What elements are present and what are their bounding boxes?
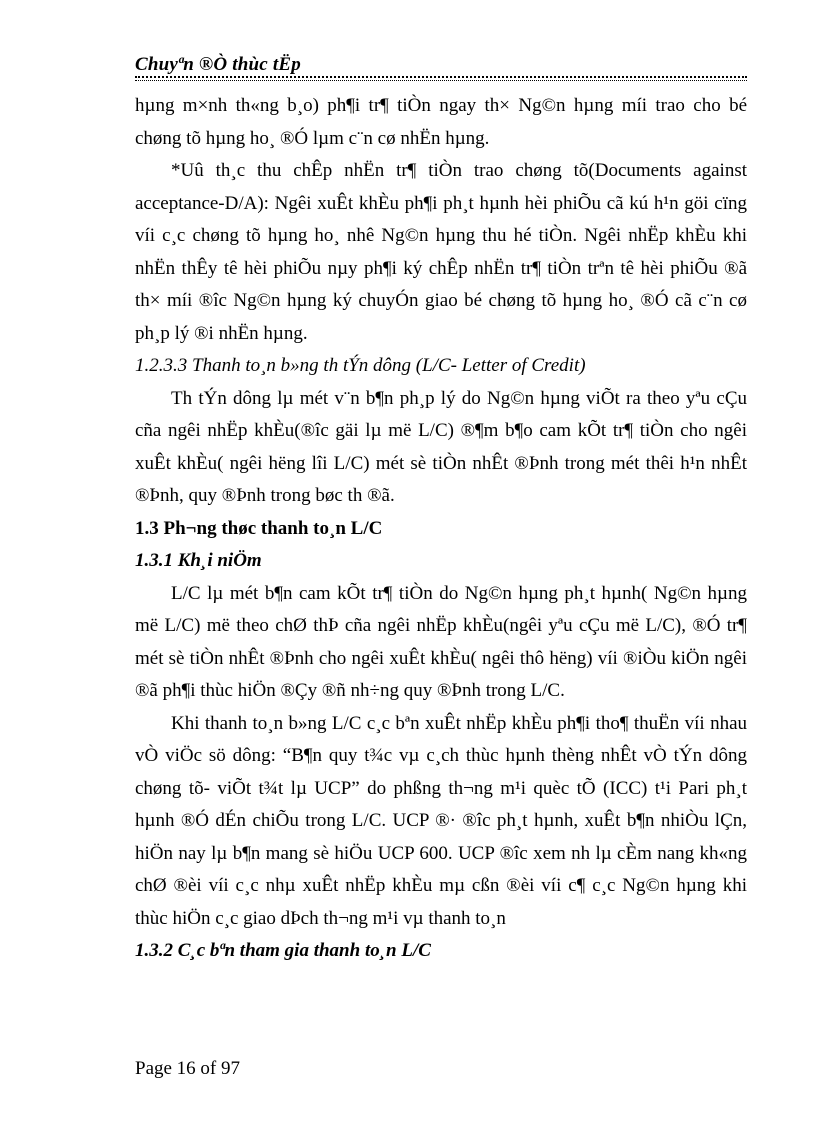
paragraph-ucp: Khi thanh to¸n b»ng L/C c¸c bªn xuÊt nhËp khÈu ph¶i tho¶ thuËn víi nhau vÒ viÖc sö dông: “B¶n quy t¾c vµ c¸ch thùc hµnh thèng nhÊt vÒ tÝn dông chøng tõ- viÕt t¾t lµ UCP” do phßng th¬ng m¹i quèc tÕ (ICC) t¹i Pari ph¸t hµnh ®Ó dÉn chiÕu trong L/C. UCP ®· ®îc ph¸t hµnh, xuÊt b¶n nhiÒu lÇn, hiÖn nay lµ b¶n mang sè hiÖu UCP 600. UCP ®îc xem nh lµ cÈm nang kh«ng chØ ®èi víi c¸c nhµ xuÊt nhËp khÈu mµ cßn ®èi víi c¶ c¸c Ng©n hµng khi thùc hiÖn c¸c giao dÞch th¬ng m¹i vµ thanh to¸n	[135, 712, 747, 929]
section-heading-1-3: 1.3 Ph¬ng thøc thanh to¸n L/C	[135, 517, 383, 539]
header-rule	[135, 76, 747, 78]
body-text	[135, 90, 747, 968]
paragraph-continuation: hµng m×nh th«ng b¸o) ph¶i tr¶ tiÒn ngay th× Ng©n hµng míi trao cho bé chøng tõ hµng ho¸ ®Ó lµm c¨n cø nhËn hµng.	[135, 95, 747, 149]
page-number-footer: Page 16 of 97	[135, 1058, 241, 1079]
running-header: Chuyªn ®Ò thùc tËp	[135, 54, 301, 75]
paragraph-lc-definition: Th tÝn dông lµ mét v¨n b¶n ph¸p lý do Ng©n hµng viÕt ra theo yªu cÇu cña ngêi nhËp khÈu(®îc gäi lµ më L/C) ®¶m b¶o cam kÕt tr¶ tiÒn cho ngêi xuÊt khÈu( ngêi hëng lîi L/C) mét sè tiÒn nhÊt ®Þnh trong mét thêi h¹n nhÊt ®Þnh, quy ®Þnh trong bøc th ®ã.	[135, 387, 747, 506]
paragraph-lc-concept: L/C lµ mét b¶n cam kÕt tr¶ tiÒn do Ng©n hµng ph¸t hµnh( Ng©n hµng më L/C) më theo chØ thÞ cña ngêi nhËp khÈu(ngêi yªu cÇu më L/C), ®Ó tr¶ mét sè tiÒn nhÊt ®Þnh cho ngêi xuÊt khÈu( ngêi thô hëng) víi ®iÒu kiÖn ngêi ®ã ph¶i thùc hiÖn ®Çy ®ñ nh÷ng quy ®Þnh trong L/C.	[135, 582, 747, 701]
header-rule-secondary	[135, 80, 747, 81]
section-heading-1-3-1: 1.3.1 Kh¸i niÖm	[135, 550, 262, 571]
paragraph-da-method: *Uû th¸c thu chÊp nhËn tr¶ tiÒn trao chøng tõ(Documents against acceptance-D/A): Ngêi xuÊt khÈu ph¶i ph¸t hµnh hèi phiÕu cã kú h¹n göi cïng víi c¸c chøng tõ hµng ho¸ nhê Ng©n hµng thu hé tiÒn. Ngêi nhËp khÈu khi nhËn thÊy tê hèi phiÕu nµy ph¶i ký chÊp nhËn tr¶ tiÒn trªn tê hèi phiÕu ®ã th× míi ®îc Ng©n hµng ký chuyÓn giao bé chøng tõ hµng ho¸ ®Ó cã c¨n cø ph¸p lý ®i nhËn hµng.	[135, 160, 747, 344]
section-heading-1-3-2: 1.3.2 C¸c bªn tham gia thanh to¸n L/C	[135, 940, 431, 961]
subheading-lc-letter: 1.2.3.3 Thanh to¸n b»ng th tÝn dông (L/C- Letter of Credit)	[135, 355, 586, 376]
